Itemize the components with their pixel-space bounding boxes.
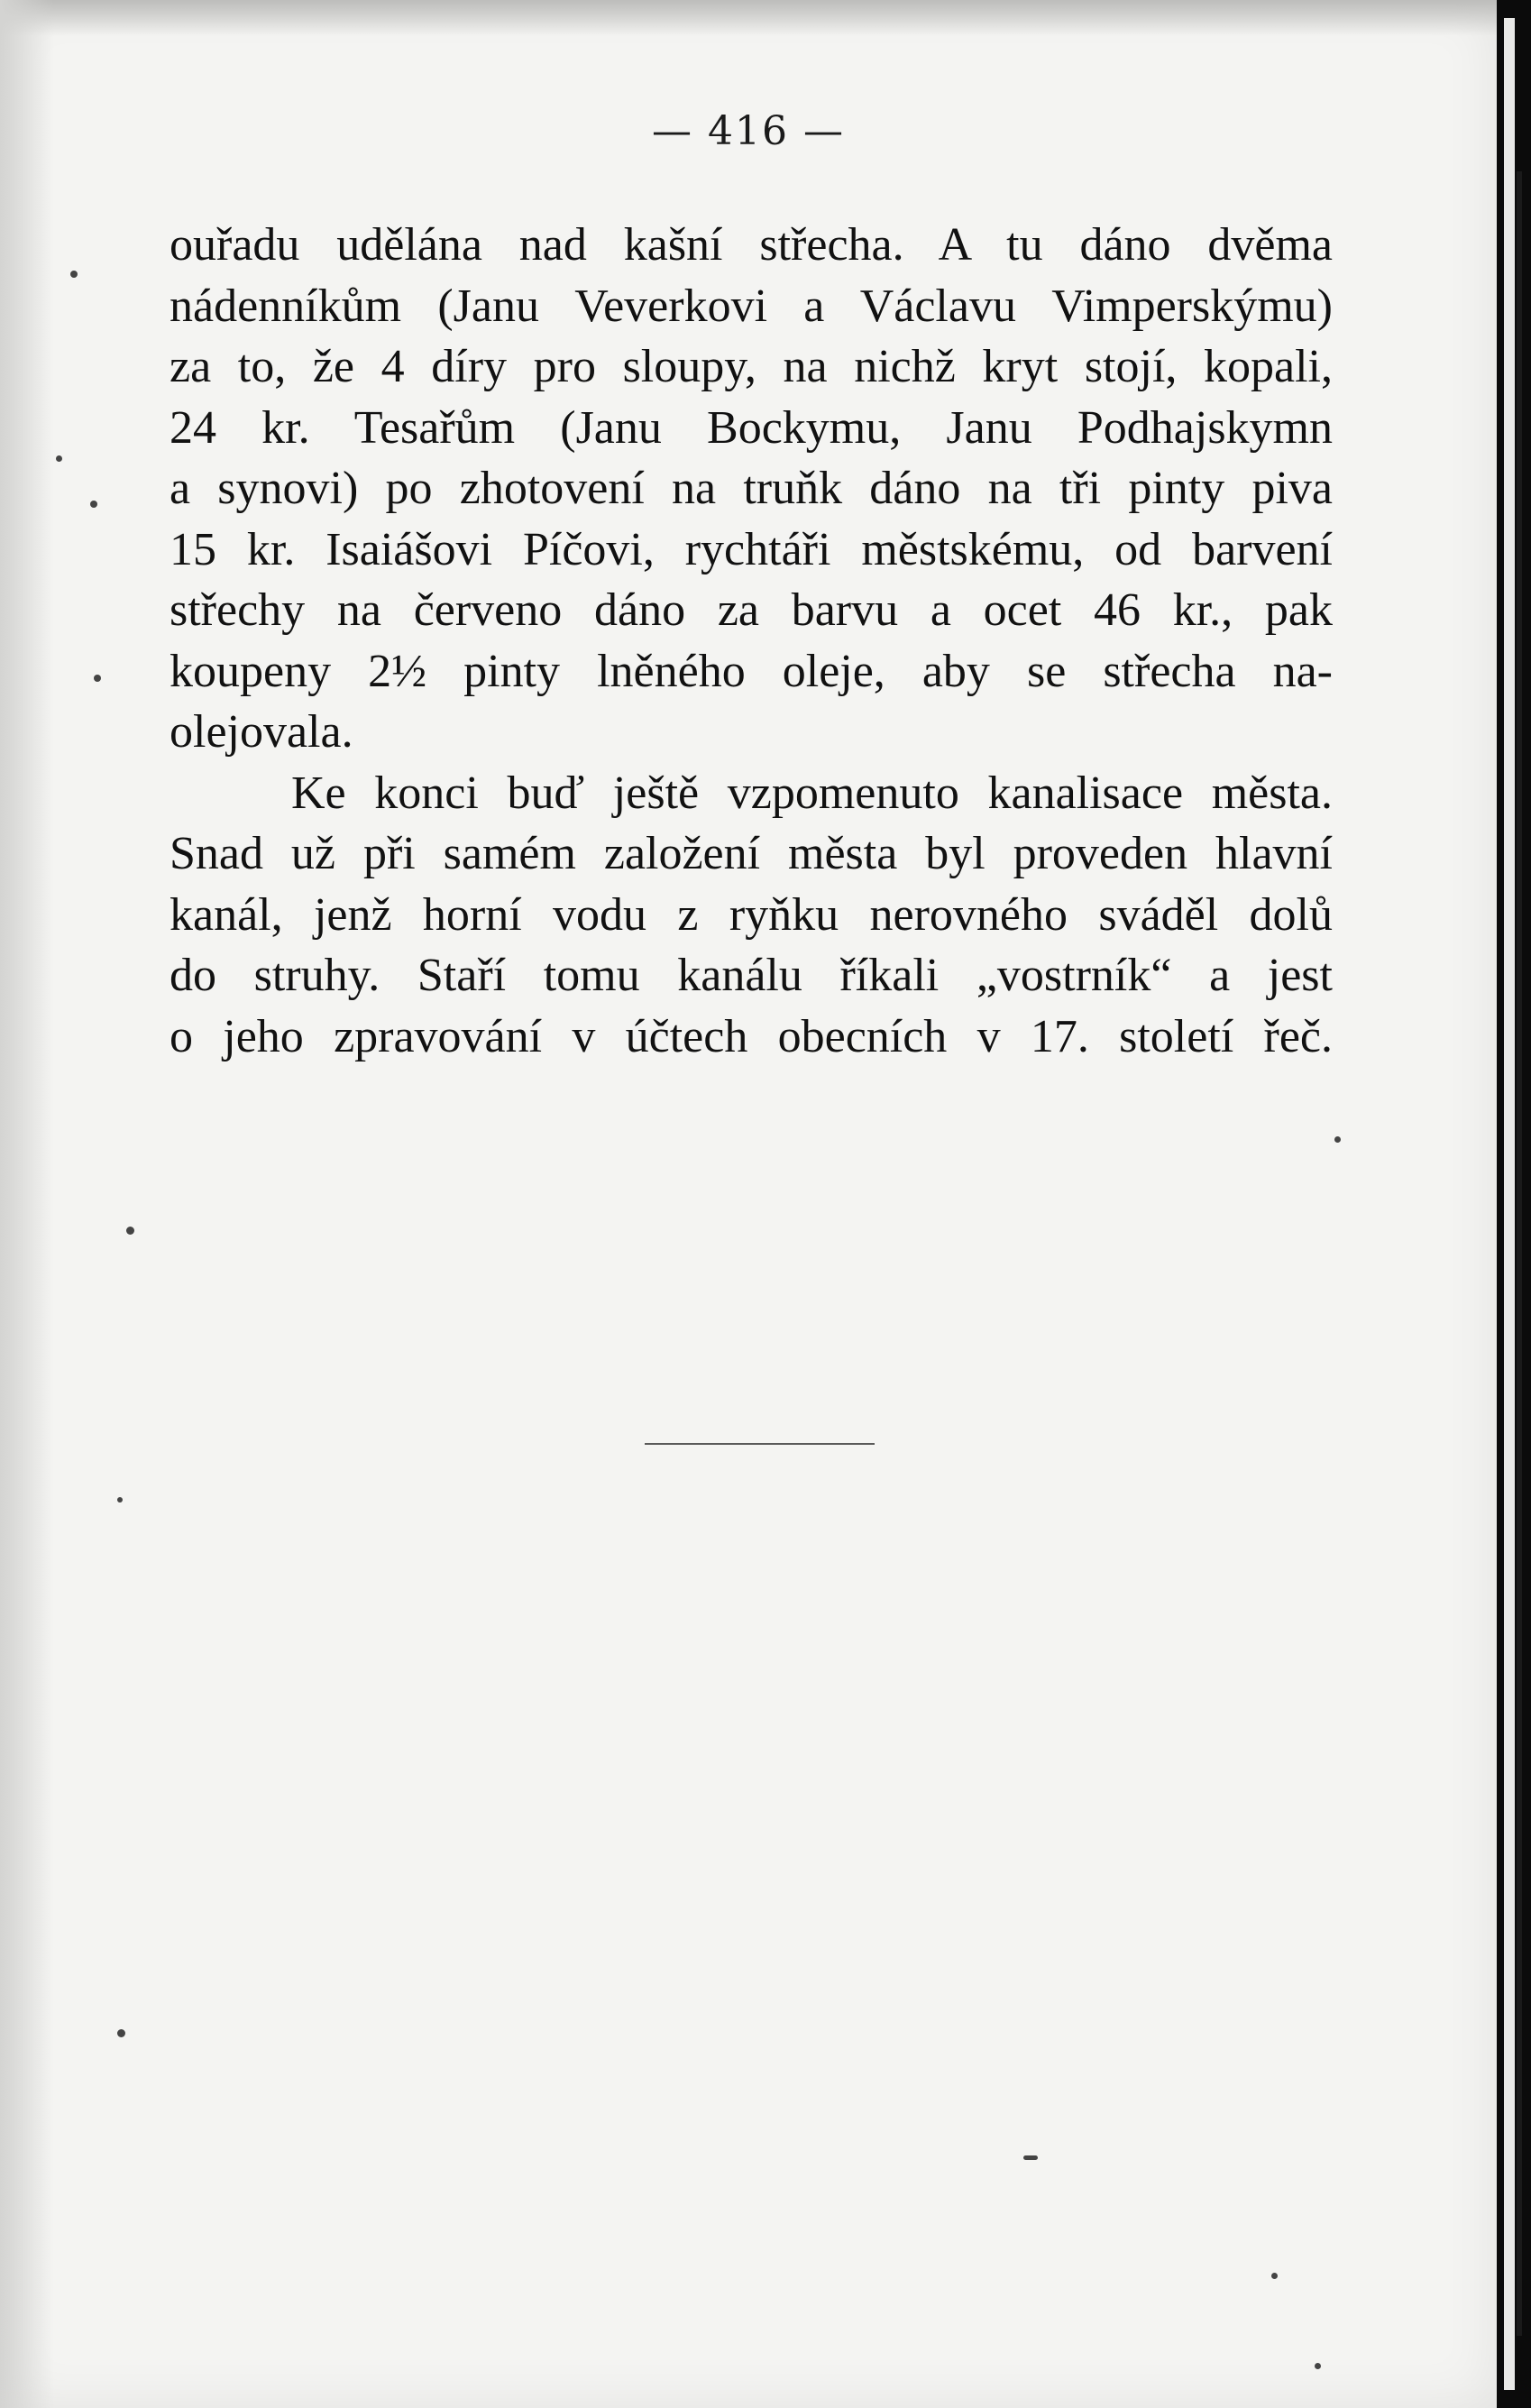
binding-shadow: [1517, 171, 1522, 2336]
text-line: za to, že 4 díry pro sloupy, na nichž kryt stojí, kopali,: [170, 341, 1333, 392]
text-line: ouřadu udělána nad kašní střecha. A tu dáno dvěma: [170, 219, 1333, 271]
adjacent-page-edge: [1504, 18, 1515, 2390]
paper-speck: [56, 455, 62, 462]
text-line: kanál, jenž horní vodu z ryňku nerovného sváděl dolů: [170, 888, 1333, 941]
text-line: a synovi) po zhotovení na truňk dáno na tři pinty piva: [170, 463, 1333, 514]
paper-speck: [117, 1497, 123, 1503]
page-number: — 416 —: [652, 108, 845, 154]
paper-speck: [90, 501, 97, 508]
text-line: 15 kr. Isaiášovi Píčovi, rychtáři městskému, od barvení: [170, 523, 1333, 575]
paragraph-2: [170, 763, 1333, 1068]
paragraph-1: [170, 215, 1333, 763]
paper-speck: [126, 1227, 134, 1235]
paper-speck: [1023, 2155, 1038, 2160]
paper-speck: [1334, 1136, 1341, 1143]
text-line: Snad už při samém založení města byl proveden hlavní: [170, 828, 1333, 879]
book-binding-edge: [1497, 0, 1531, 2408]
text-line: 24 kr. Tesařům (Janu Bockymu, Janu Podhajskymn: [170, 401, 1333, 454]
text-line: do struhy. Staří tomu kanálu říkali „vostrník“ a jest: [170, 950, 1333, 1001]
text-line: Ke konci buď ještě vzpomenuto kanalisace města.: [291, 767, 1333, 819]
paper-speck: [1315, 2363, 1321, 2369]
paper-speck: [94, 675, 101, 682]
body-text: [170, 215, 1333, 1067]
page-left-shadow: [0, 0, 54, 2408]
section-separator-rule: [645, 1443, 875, 1445]
text-line: koupeny 2½ pinty lněného oleje, aby se střecha na-: [170, 645, 1333, 697]
paper-speck: [117, 2029, 125, 2037]
text-line: nádenníkům (Janu Veverkovi a Václavu Vimperskýmu): [170, 280, 1333, 332]
page-top-shadow: [0, 0, 1497, 36]
paper-speck: [1271, 2273, 1278, 2279]
text-line: o jeho zpravování v účtech obecních v 17. století řeč.: [170, 1010, 1333, 1062]
text-line: olejovala.: [170, 706, 353, 758]
text-line: střechy na červeno dáno za barvu a ocet 46 kr., pak: [170, 584, 1333, 636]
paper-speck: [70, 271, 78, 278]
